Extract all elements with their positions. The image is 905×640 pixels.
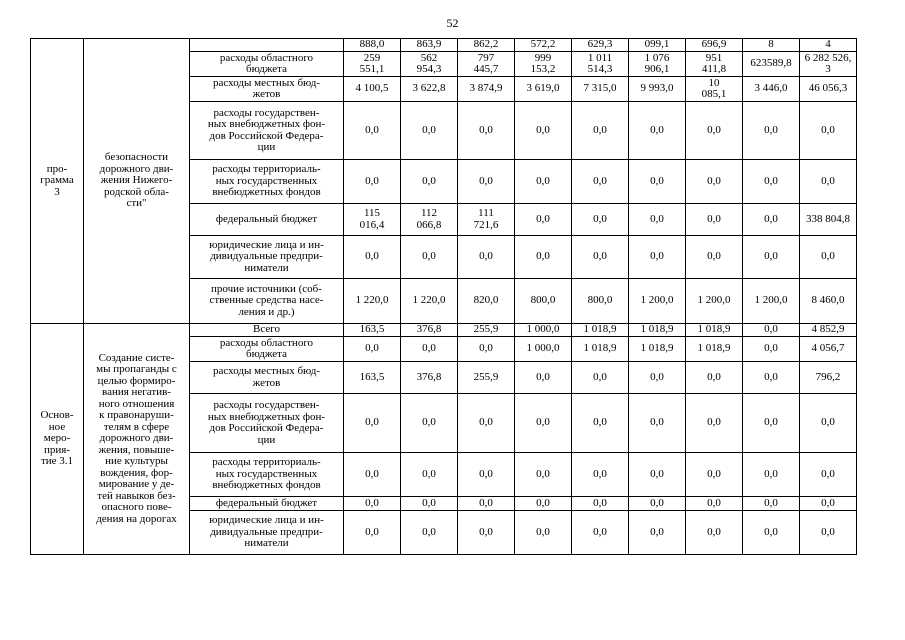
- amount-cell: 0,0: [800, 453, 857, 497]
- funding-source-cell: расходы государствен- ных внебюджетных фон- дов Российской Федера- ции: [190, 102, 344, 160]
- funding-source-cell: федеральный бюджет: [190, 497, 344, 511]
- budget-table-body: [31, 39, 857, 555]
- amount-cell: 0,0: [458, 453, 515, 497]
- amount-cell: 888,0: [344, 39, 401, 52]
- amount-cell: 800,0: [572, 279, 629, 324]
- funding-source-cell: расходы государствен- ных внебюджетных фон- дов Российской Федера- ции: [190, 394, 344, 453]
- amount-cell: 0,0: [743, 204, 800, 236]
- amount-cell: 800,0: [515, 279, 572, 324]
- amount-cell: 0,0: [629, 511, 686, 555]
- amount-cell: 0,0: [686, 362, 743, 394]
- amount-cell: 376,8: [401, 362, 458, 394]
- amount-cell: 0,0: [800, 394, 857, 453]
- amount-cell: 0,0: [401, 337, 458, 362]
- amount-cell: 115 016,4: [344, 204, 401, 236]
- amount-cell: 572,2: [515, 39, 572, 52]
- amount-cell: 0,0: [515, 160, 572, 204]
- amount-cell: 1 011 514,3: [572, 52, 629, 77]
- amount-cell: 0,0: [572, 204, 629, 236]
- amount-cell: 46 056,3: [800, 77, 857, 102]
- amount-cell: 10 085,1: [686, 77, 743, 102]
- funding-source-cell: прочие источники (соб- ственные средства насе- ления и др.): [190, 279, 344, 324]
- amount-cell: 0,0: [458, 337, 515, 362]
- amount-cell: 0,0: [800, 497, 857, 511]
- amount-cell: 0,0: [686, 511, 743, 555]
- amount-cell: 0,0: [800, 102, 857, 160]
- table-row: [31, 39, 857, 52]
- amount-cell: 0,0: [743, 236, 800, 279]
- funding-source-cell: расходы территориаль- ных государственных внебюджетных фондов: [190, 160, 344, 204]
- amount-cell: 0,0: [344, 511, 401, 555]
- page-number: 52: [446, 16, 459, 30]
- amount-cell: 338 804,8: [800, 204, 857, 236]
- amount-cell: 0,0: [686, 394, 743, 453]
- amount-cell: 0,0: [572, 102, 629, 160]
- amount-cell: 1 220,0: [344, 279, 401, 324]
- amount-cell: 820,0: [458, 279, 515, 324]
- amount-cell: 0,0: [458, 160, 515, 204]
- amount-cell: 0,0: [743, 324, 800, 337]
- amount-cell: 0,0: [686, 204, 743, 236]
- amount-cell: 0,0: [743, 453, 800, 497]
- amount-cell: 0,0: [458, 511, 515, 555]
- amount-cell: 0,0: [344, 160, 401, 204]
- amount-cell: 0,0: [572, 497, 629, 511]
- amount-cell: 951 411,8: [686, 52, 743, 77]
- amount-cell: 0,0: [344, 453, 401, 497]
- amount-cell: 0,0: [743, 394, 800, 453]
- funding-source-cell: расходы территориаль- ных государственных внебюджетных фондов: [190, 453, 344, 497]
- funding-source-cell: федеральный бюджет: [190, 204, 344, 236]
- amount-cell: 0,0: [515, 394, 572, 453]
- amount-cell: 0,0: [743, 362, 800, 394]
- amount-cell: 696,9: [686, 39, 743, 52]
- amount-cell: 0,0: [344, 497, 401, 511]
- amount-cell: 0,0: [686, 160, 743, 204]
- amount-cell: 797 445,7: [458, 52, 515, 77]
- amount-cell: 0,0: [344, 394, 401, 453]
- amount-cell: 1 000,0: [515, 337, 572, 362]
- amount-cell: 0,0: [629, 204, 686, 236]
- amount-cell: 9 993,0: [629, 77, 686, 102]
- amount-cell: 0,0: [686, 497, 743, 511]
- amount-cell: 0,0: [629, 102, 686, 160]
- amount-cell: 0,0: [458, 497, 515, 511]
- amount-cell: 163,5: [344, 362, 401, 394]
- amount-cell: 1 018,9: [629, 337, 686, 362]
- amount-cell: 0,0: [401, 394, 458, 453]
- amount-cell: 0,0: [629, 453, 686, 497]
- amount-cell: 863,9: [401, 39, 458, 52]
- amount-cell: 0,0: [572, 511, 629, 555]
- amount-cell: 0,0: [572, 160, 629, 204]
- program-title-cell: безопасности дорожного дви- жения Нижего- родской обла- сти": [84, 39, 190, 324]
- amount-cell: 1 018,9: [629, 324, 686, 337]
- amount-cell: 0,0: [800, 511, 857, 555]
- amount-cell: 0,0: [629, 362, 686, 394]
- amount-cell: 0,0: [515, 453, 572, 497]
- amount-cell: 0,0: [629, 497, 686, 511]
- funding-source-cell: расходы местных бюд- жетов: [190, 77, 344, 102]
- funding-source-cell: расходы местных бюд- жетов: [190, 362, 344, 394]
- amount-cell: 0,0: [515, 236, 572, 279]
- amount-cell: 4 852,9: [800, 324, 857, 337]
- amount-cell: 0,0: [572, 394, 629, 453]
- amount-cell: 259 551,1: [344, 52, 401, 77]
- funding-source-cell: расходы областного бюджета: [190, 52, 344, 77]
- amount-cell: 0,0: [743, 160, 800, 204]
- amount-cell: 0,0: [515, 362, 572, 394]
- amount-cell: 1 220,0: [401, 279, 458, 324]
- amount-cell: 0,0: [743, 497, 800, 511]
- amount-cell: 1 000,0: [515, 324, 572, 337]
- funding-source-cell: расходы областного бюджета: [190, 337, 344, 362]
- amount-cell: 0,0: [401, 497, 458, 511]
- amount-cell: 0,0: [800, 160, 857, 204]
- amount-cell: 0,0: [515, 511, 572, 555]
- amount-cell: 0,0: [344, 236, 401, 279]
- program-code-cell: Основ- ное меро- прия- тие 3.1: [31, 324, 84, 555]
- amount-cell: 0,0: [458, 394, 515, 453]
- amount-cell: 3 622,8: [401, 77, 458, 102]
- amount-cell: 3 874,9: [458, 77, 515, 102]
- amount-cell: 1 018,9: [686, 337, 743, 362]
- budget-table: [30, 38, 857, 555]
- amount-cell: 376,8: [401, 324, 458, 337]
- amount-cell: 111 721,6: [458, 204, 515, 236]
- amount-cell: 0,0: [572, 453, 629, 497]
- amount-cell: 629,3: [572, 39, 629, 52]
- amount-cell: 0,0: [344, 337, 401, 362]
- funding-source-cell: юридические лица и ин- дивидуальные предпри- ниматели: [190, 511, 344, 555]
- amount-cell: 562 954,3: [401, 52, 458, 77]
- amount-cell: 0,0: [686, 236, 743, 279]
- amount-cell: 112 066,8: [401, 204, 458, 236]
- amount-cell: 0,0: [515, 497, 572, 511]
- amount-cell: 1 018,9: [572, 337, 629, 362]
- amount-cell: 255,9: [458, 362, 515, 394]
- amount-cell: 0,0: [629, 236, 686, 279]
- amount-cell: 0,0: [458, 102, 515, 160]
- amount-cell: 099,1: [629, 39, 686, 52]
- amount-cell: 0,0: [800, 236, 857, 279]
- amount-cell: 3 446,0: [743, 77, 800, 102]
- amount-cell: 623589,8: [743, 52, 800, 77]
- amount-cell: 1 200,0: [686, 279, 743, 324]
- amount-cell: 0,0: [458, 236, 515, 279]
- amount-cell: 7 315,0: [572, 77, 629, 102]
- amount-cell: 3 619,0: [515, 77, 572, 102]
- amount-cell: 0,0: [401, 511, 458, 555]
- amount-cell: 1 018,9: [572, 324, 629, 337]
- amount-cell: 4: [800, 39, 857, 52]
- amount-cell: 1 200,0: [629, 279, 686, 324]
- amount-cell: 1 018,9: [686, 324, 743, 337]
- amount-cell: 0,0: [572, 236, 629, 279]
- amount-cell: 1 200,0: [743, 279, 800, 324]
- funding-source-cell: юридические лица и ин- дивидуальные предпри- ниматели: [190, 236, 344, 279]
- amount-cell: 4 100,5: [344, 77, 401, 102]
- amount-cell: 0,0: [515, 102, 572, 160]
- amount-cell: 0,0: [629, 160, 686, 204]
- amount-cell: 862,2: [458, 39, 515, 52]
- amount-cell: 0,0: [686, 453, 743, 497]
- amount-cell: 796,2: [800, 362, 857, 394]
- program-code-cell: про- грамма 3: [31, 39, 84, 324]
- amount-cell: 0,0: [743, 337, 800, 362]
- amount-cell: 4 056,7: [800, 337, 857, 362]
- amount-cell: 0,0: [401, 160, 458, 204]
- amount-cell: 6 282 526, 3: [800, 52, 857, 77]
- amount-cell: 0,0: [572, 362, 629, 394]
- amount-cell: 163,5: [344, 324, 401, 337]
- amount-cell: 8: [743, 39, 800, 52]
- amount-cell: 1 076 906,1: [629, 52, 686, 77]
- amount-cell: 0,0: [686, 102, 743, 160]
- amount-cell: 0,0: [401, 453, 458, 497]
- funding-source-cell: Всего: [190, 324, 344, 337]
- amount-cell: 0,0: [515, 204, 572, 236]
- table-row: [31, 324, 857, 337]
- program-title-cell: Создание систе- мы пропаганды с целью формиро- вания негатив- ного отношения к правонаруши- телям в сфере дорожного дви- жения, повыше- ние культуры вождения, фор- мирование у де- тей навыков без- опасного пове- дения на дорогах: [84, 324, 190, 555]
- amount-cell: 8 460,0: [800, 279, 857, 324]
- amount-cell: 0,0: [743, 102, 800, 160]
- amount-cell: 0,0: [743, 511, 800, 555]
- amount-cell: 0,0: [344, 102, 401, 160]
- amount-cell: 255,9: [458, 324, 515, 337]
- amount-cell: 0,0: [401, 236, 458, 279]
- amount-cell: 0,0: [401, 102, 458, 160]
- funding-source-cell: [190, 39, 344, 52]
- amount-cell: 999 153,2: [515, 52, 572, 77]
- amount-cell: 0,0: [629, 394, 686, 453]
